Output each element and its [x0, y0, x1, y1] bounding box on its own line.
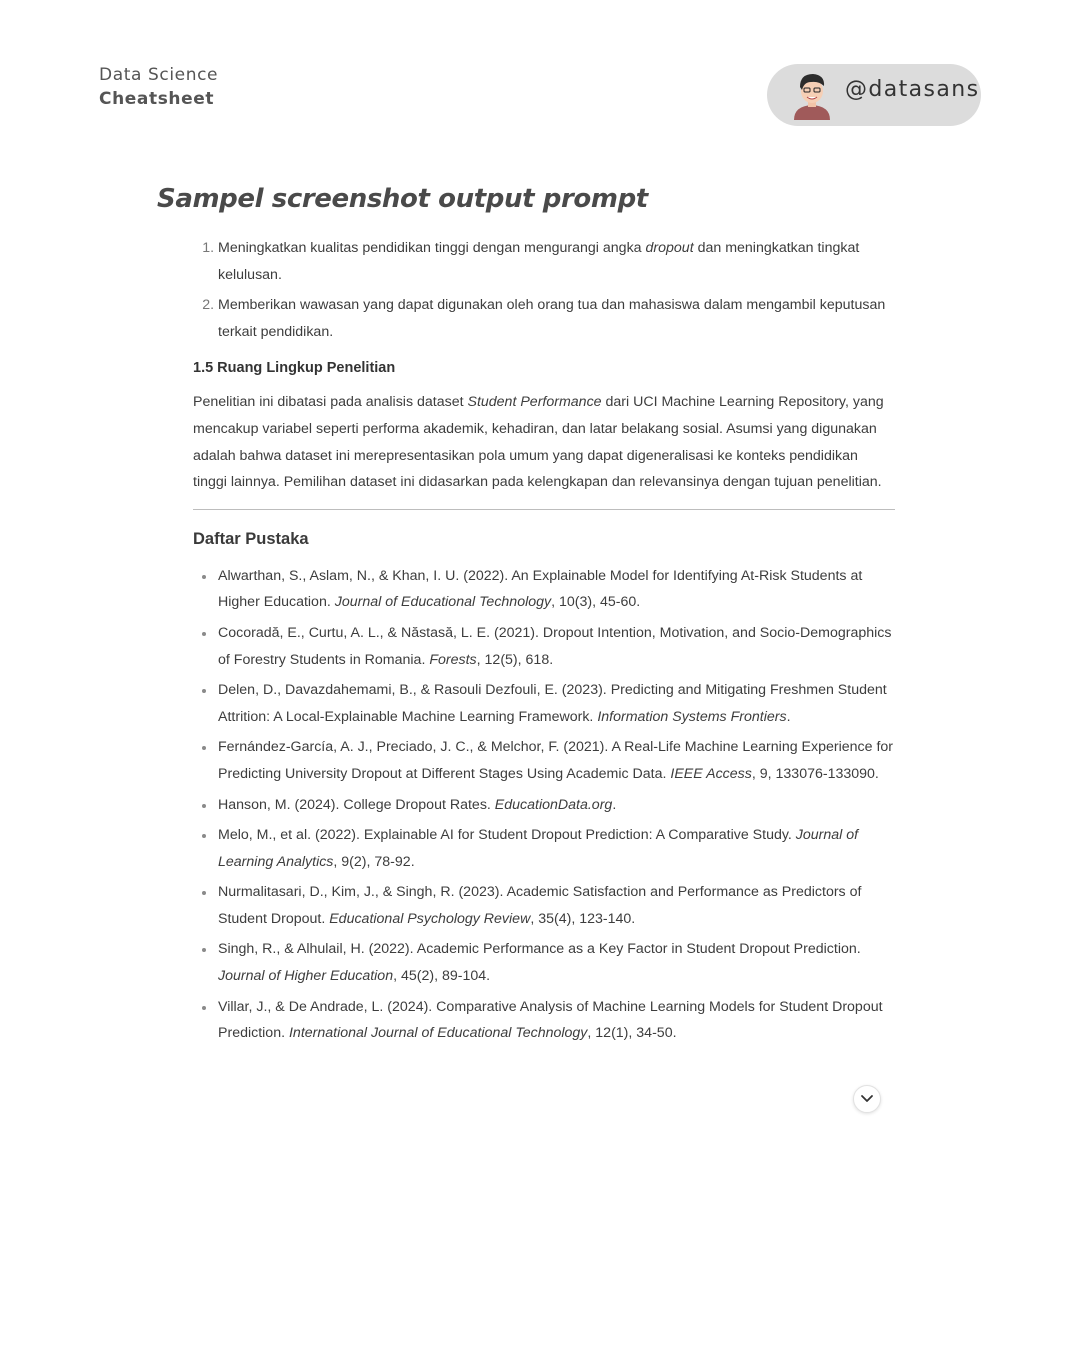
- reference-item: Delen, D., Davazdahemami, B., & Rasouli Dezfouli, E. (2023). Predicting and Mitigating Freshmen Student Attrition: A Local-Explainable Machine Learning Framework. Information Systems Frontiers.: [218, 677, 895, 730]
- reference-item: Fernández-García, A. J., Preciado, J. C., & Melchor, F. (2021). A Real-Life Machine Learning Experience for Predicting University Dropout at Different Stages Using Academic Data. IEEE Access, 9, 133076-133090.: [218, 734, 895, 787]
- reference-item: Hanson, M. (2024). College Dropout Rates. EducationData.org.: [218, 792, 895, 819]
- reference-item: Villar, J., & De Andrade, L. (2024). Comparative Analysis of Machine Learning Models for Student Dropout Prediction. International Journal of Educational Technology, 12(1), 34-50.: [218, 994, 895, 1047]
- reference-item: Nurmalitasari, D., Kim, J., & Singh, R. (2023). Academic Satisfaction and Performance as Predictors of Student Dropout. Educational Psychology Review, 35(4), 123-140.: [218, 879, 895, 932]
- scope-paragraph: Penelitian ini dibatasi pada analisis dataset Student Performance dari UCI Machine Learning Repository, yang mencakup variabel seperti performa akademik, kehadiran, dan latar belakang sosial. Asumsi yang digunakan adalah bahwa dataset ini merepresentasikan pola umum yang dapat digeneralisasi ke konteks pendidikan tinggi lainnya. Pemilihan dataset ini didasarkan pada kelengkapan dan relevansinya dengan tujuan penelitian.: [193, 394, 884, 491]
- scroll-down-button[interactable]: [853, 1085, 881, 1113]
- reference-item: Cocoradă, E., Curtu, A. L., & Năstasă, L. E. (2021). Dropout Intention, Motivation, and Socio-Demographics of Forestry Students in Romania. Forests, 12(5), 618.: [218, 620, 895, 673]
- divider: [193, 509, 895, 510]
- section-heading: 1.5 Ruang Lingkup Penelitian: [193, 360, 396, 377]
- reference-item: Singh, R., & Alhulail, H. (2022). Academic Performance as a Key Factor in Student Dropout Prediction. Journal of Higher Education, 45(2), 89-104.: [218, 936, 895, 989]
- handle-badge: [767, 64, 981, 126]
- page-title: Sampel screenshot output prompt: [157, 184, 648, 214]
- reference-item: Alwarthan, S., Aslam, N., & Khan, I. U. (2022). An Explainable Model for Identifying At-Risk Students at Higher Education. Journal of Educational Technology, 10(3), 45-60.: [218, 563, 895, 616]
- brand-label: [99, 63, 218, 111]
- brand-line-2: Cheatsheet: [99, 89, 215, 109]
- brand-line-1: Data Science: [99, 65, 219, 85]
- person-avatar-icon: [791, 70, 833, 120]
- references-heading: Daftar Pustaka: [193, 529, 309, 548]
- list-item: 1. Meningkatkan kualitas pendidikan tinggi dengan mengurangi angka dropout dan meningkatkan tingkat kelulusan.: [218, 235, 895, 288]
- chevron-down-icon: [860, 1093, 874, 1105]
- document-body: [193, 235, 895, 1051]
- list-item: 2. Memberikan wawasan yang dapat digunakan oleh orang tua dan mahasiswa dalam mengambil keputusan terkait pendidikan.: [218, 292, 895, 345]
- handle-text: @datasans: [845, 77, 980, 102]
- references-list: [193, 563, 895, 1047]
- reference-item: Melo, M., et al. (2022). Explainable AI for Student Dropout Prediction: A Comparative Study. Journal of Learning Analytics, 9(2), 78-92.: [218, 822, 895, 875]
- goals-list: [193, 235, 895, 345]
